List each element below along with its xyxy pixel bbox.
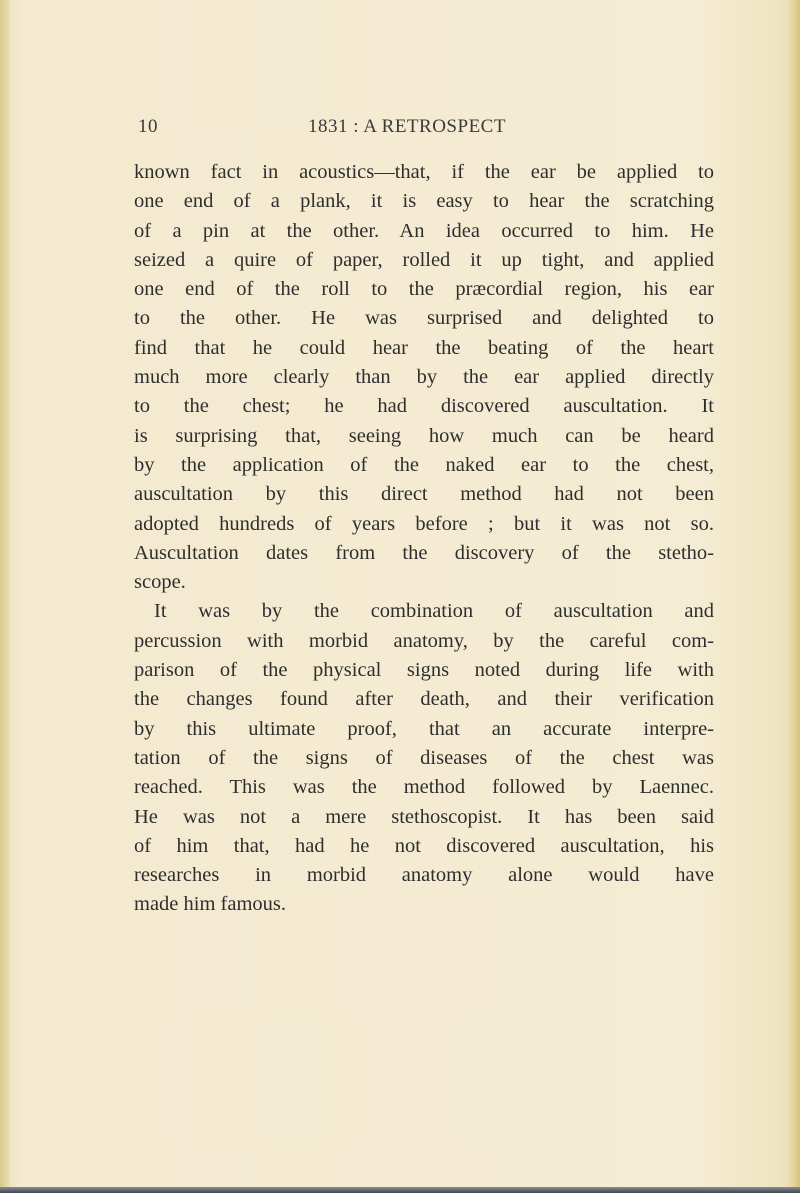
body-text	[134, 158, 714, 920]
text-line: parison of the physical signs noted during life with	[134, 659, 714, 682]
text-line: by this ultimate proof, that an accurate interpre-	[134, 717, 714, 740]
text-line: by the application of the naked ear to the chest,	[134, 453, 714, 476]
text-line: much more clearly than by the ear applied directly	[134, 366, 714, 389]
page-bottom-edge	[0, 1187, 800, 1193]
text-line: the changes found after death, and their verification	[134, 688, 714, 711]
page-header	[0, 116, 800, 142]
page-left-edge	[0, 0, 10, 1193]
page-number: 10	[138, 116, 158, 137]
text-line: Auscultation dates from the discovery of the stetho-	[134, 541, 714, 564]
text-line: one end of the roll to the præcordial region, his ear	[134, 278, 714, 301]
running-head: 1831 : A RETROSPECT	[308, 116, 506, 137]
text-line: auscultation by this direct method had not been	[134, 483, 714, 506]
text-line: one end of a plank, it is easy to hear the scratching	[134, 190, 714, 213]
page-right-edge	[786, 0, 800, 1193]
text-line: made him famous.	[134, 893, 287, 916]
text-line: scope.	[134, 571, 186, 594]
text-line: He was not a mere stethoscopist. It has been said	[134, 805, 714, 828]
text-line: known fact in acoustics—that, if the ear be applied to	[134, 161, 714, 183]
text-line: It was by the combination of auscultation and	[154, 600, 714, 623]
text-line: percussion with morbid anatomy, by the careful com-	[134, 629, 714, 652]
text-line: researches in morbid anatomy alone would have	[134, 864, 714, 887]
text-line: reached. This was the method followed by Laennec.	[134, 776, 714, 799]
text-line: adopted hundreds of years before ; but it was not so.	[134, 512, 714, 535]
text-line: seized a quire of paper, rolled it up tight, and applied	[134, 248, 714, 271]
text-line: is surprising that, seeing how much can be heard	[134, 424, 714, 447]
text-line: tation of the signs of diseases of the chest was	[134, 746, 714, 769]
text-line: of him that, had he not discovered auscultation, his	[134, 834, 714, 857]
text-line: to the chest; he had discovered auscultation. It	[134, 395, 714, 418]
text-line: of a pin at the other. An idea occurred to him. He	[134, 219, 714, 242]
text-line: find that he could hear the beating of the heart	[134, 336, 714, 359]
text-line: to the other. He was surprised and delighted to	[134, 307, 714, 330]
